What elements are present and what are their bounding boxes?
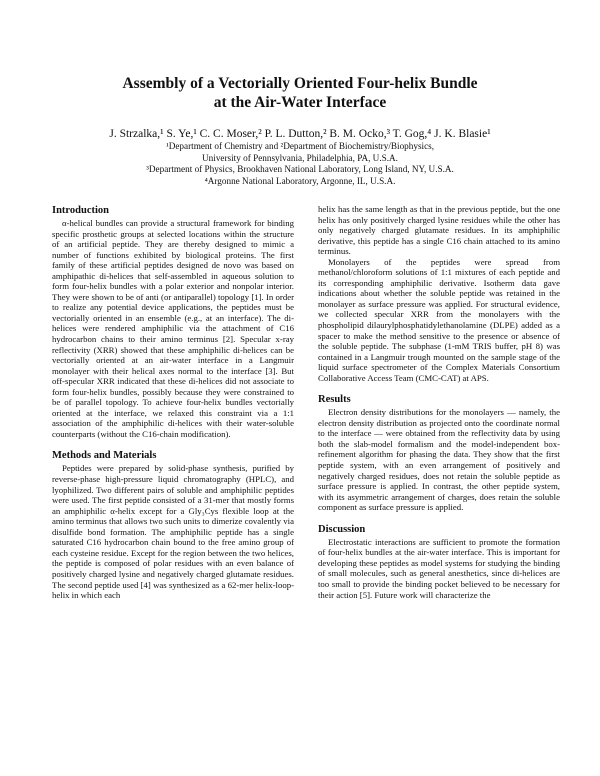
methods-heading: Methods and Materials: [52, 450, 157, 462]
right-column: [318, 204, 560, 600]
left-column: [52, 204, 294, 601]
title-line-2: at the Air-Water Interface: [213, 94, 387, 111]
discussion-heading: Discussion: [318, 523, 366, 535]
affiliation-line-3: ³Department of Physics, Brookhaven National Laboratory, Long Island, NY, U.S.A.: [146, 164, 454, 174]
author-list: J. Strzalka,¹ S. Ye,¹ C. C. Moser,² P. L. Dutton,² B. M. Ocko,³ T. Gog,⁴ J. K. Blasie¹: [109, 128, 491, 140]
methods-paragraph-2: helix has the same length as that in the previous peptide, but the one helix has only positively charged lysine residues while the other has only negatively charged glutamate residues. In its amphiphilic derivative, this peptide has a single C16 chain attached to its amino terminus.: [318, 204, 560, 257]
methods-paragraph-1: Peptides were prepared by solid-phase synthesis, purified by reverse-phase high-pressure liquid chromatography (HPLC), and lyophilized. Two different pairs of soluble and amphiphilic peptides were used. The first peptide consisted of a 31-mer that mostly forms an amphiphilic α-helix except for a Gly₃Cys flexible loop at the amino terminus that allows two such units to dimerize covalently via disulfide bond formation. The amphiphilic peptide has a single saturated C16 hydrocarbon chain bound to the free amino group of each cysteine residue. Except for the region between the two helices, the peptide is composed of polar residues with an even balance of positively charged lysine and negatively charged glutamate residues. The second peptide used [4] was synthesized as a 62-mer helix-loop-helix in which each: [52, 463, 294, 601]
affiliation-line-2: University of Pennsylvania, Philadelphia, PA, U.S.A.: [202, 152, 398, 163]
affiliations: [0, 141, 600, 187]
affiliation-line-1: ¹Department of Chemistry and ²Department of Biochemistry/Biophysics,: [165, 141, 435, 151]
methods-paragraph-3: Monolayers of the peptides were spread from methanol/chloroform solutions of 1:1 mixtures of each peptide and its corresponding amphiphilic derivative. Isotherm data gave indications about whether the soluble peptide was retained in the monolayer as surface pressure was applied. For structural evidence, we collected specular XRR from the monolayers with the phospholipid dilaurylphosphatidylethanolamine (DLPE) added as a spacer to make the method sensitive to the presence or absence of the soluble peptide. The subphase (1-mM TRIS buffer, pH 8) was contained in a Langmuir trough mounted on the sample stage of the liquid surface spectrometer of the Complex Materials Consortium Collaborative Access Team (CMC-CAT) at APS.: [318, 256, 560, 383]
introduction-paragraph: α-helical bundles can provide a structural framework for binding specific prosthetic groups at selected locations within the structure of an artificial peptide. They are thereby designed to mimic a number of functions exhibited by biological proteins. The first family of these artificial peptides designed de novo was based on amphipathic di-helices that self-assembled in aqueous solution to form four-helix bundles with a polar exterior and nonpolar interior. They were shown to be of anti (or antiparallel) topology [1]. In order to realize any potential device applications, the peptides must be vectorially oriented in an ensemble (e.g., at an interface). The di-helices were rendered amphiphilic via the attachment of C16 hydrocarbon chains to their amino terminus [2]. Specular x-ray reflectivity (XRR) showed that these amphiphilic di-helices can be vectorially oriented at an air-water interface in a Langmuir monolayer with their helical axes normal to the interface [3]. But off-specular XRR indicated that these di-helices did not associate to form four-helix bundles, possibly because they were constrained to be of parallel topology. To achieve four-helix bundles vectorially oriented at the interface, we relaxed this constraint via a 1:1 association of the amphiphilic di-helices with their water-soluble counterparts (without the C16-chain modification).: [52, 218, 294, 439]
discussion-paragraph: Electrostatic interactions are sufficient to promote the formation of four-helix bundles at the air-water interface. This is important for developing these peptides as model systems for studying the binding of small molecules, such as general anesthetics, since di-helices are too small to provide the binding pocket believed to be necessary for their action [5]. Future work will characterize the: [318, 536, 560, 600]
introduction-heading: Introduction: [52, 205, 109, 216]
paper-title: [0, 74, 600, 112]
results-paragraph: Electron density distributions for the monolayers — namely, the electron density distribution as projected onto the coordinate normal to the interface — were obtained from the reflectivity data by using both the slab-model formalism and the model-independent box-refinement algorithm for phasing the data. They show that the first peptide system, with an even arrangement of positively and negatively charged residues, does not retain the soluble peptide as surface pressure is applied. In contrast, the other peptide system, with its asymmetric arrangement of charges, does retain the soluble component as surface pressure is applied.: [318, 407, 560, 513]
affiliation-line-4: ⁴Argonne National Laboratory, Argonne, IL, U.S.A.: [204, 175, 396, 186]
title-line-1: Assembly of a Vectorially Oriented Four-helix Bundle: [122, 75, 478, 92]
results-heading: Results: [318, 394, 351, 406]
